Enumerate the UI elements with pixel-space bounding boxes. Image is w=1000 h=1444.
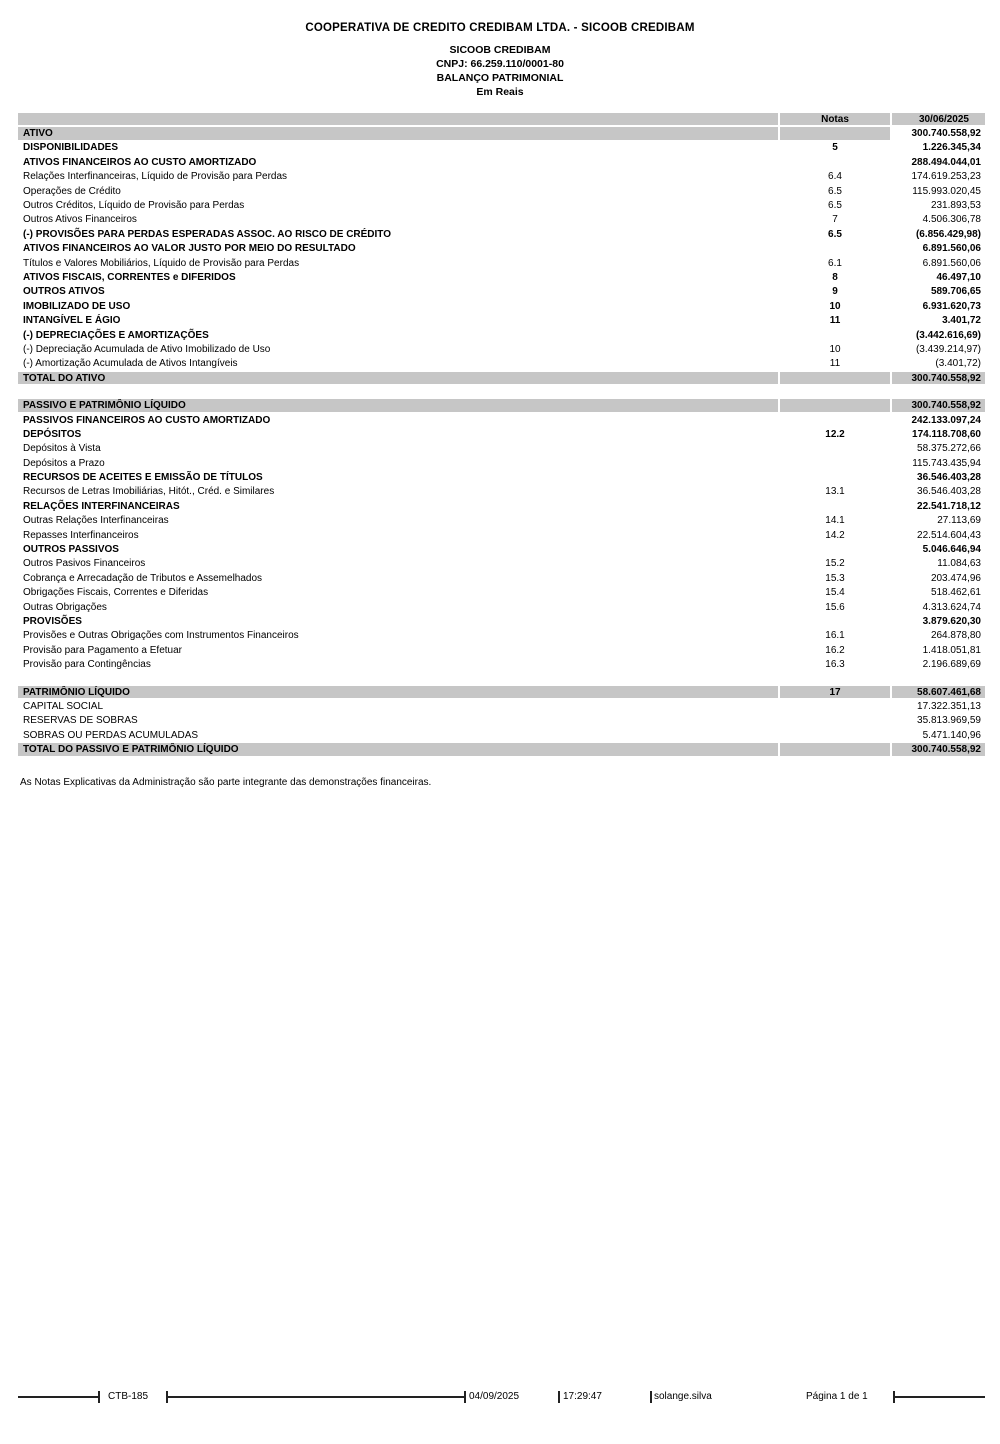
row-note: 15.6 bbox=[825, 601, 845, 613]
row-label: RECURSOS DE ACEITES E EMISSÃO DE TÍTULOS bbox=[23, 472, 263, 484]
table-row bbox=[18, 328, 985, 342]
row-note bbox=[780, 442, 890, 456]
row-label: (-) DEPRECIAÇÕES E AMORTIZAÇÕES bbox=[23, 329, 209, 341]
row-value: (3.439.214,97) bbox=[915, 343, 981, 355]
row-label: Provisão para Pagamento a Efetuar bbox=[23, 644, 182, 656]
row-label: Depósitos a Prazo bbox=[23, 457, 105, 469]
table-row bbox=[18, 184, 985, 198]
table-row bbox=[18, 571, 985, 585]
table-row bbox=[18, 557, 985, 571]
row-note: 17 bbox=[780, 685, 890, 699]
row-note bbox=[780, 470, 890, 484]
table-row bbox=[18, 398, 985, 412]
row-note bbox=[780, 614, 890, 628]
row-value: 5.471.140,96 bbox=[922, 729, 981, 741]
report-title: BALANÇO PATRIMONIAL bbox=[436, 72, 564, 84]
row-label: Repasses Interfinanceiros bbox=[23, 529, 139, 541]
table-row bbox=[18, 357, 985, 371]
table-row bbox=[18, 470, 985, 484]
footer-date: 04/09/2025 bbox=[469, 1391, 520, 1402]
row-note: 14.1 bbox=[825, 515, 845, 527]
row-note: 12.2 bbox=[825, 428, 845, 440]
table-row bbox=[18, 499, 985, 513]
row-value: 4.506.306,78 bbox=[922, 214, 981, 226]
row-value: 300.740.558,92 bbox=[892, 371, 985, 385]
row-value: 174.118.708,60 bbox=[912, 428, 981, 440]
table-row bbox=[18, 170, 985, 184]
row-value: 17.322.351,13 bbox=[917, 700, 981, 712]
footer-tick bbox=[558, 1391, 560, 1403]
row-note: 6.5 bbox=[828, 185, 842, 197]
row-label: ATIVOS FINANCEIROS AO VALOR JUSTO POR MEIO DO RESULTADO bbox=[23, 243, 356, 255]
row-label: OUTROS PASSIVOS bbox=[23, 544, 119, 556]
row-label: (-) PROVISÕES PARA PERDAS ESPERADAS ASSOC. AO RISCO DE CRÉDITO bbox=[23, 228, 392, 240]
row-note: 10 bbox=[829, 300, 841, 312]
row-value: 6.891.560,06 bbox=[922, 243, 981, 255]
table-row bbox=[18, 141, 985, 155]
row-value: (6.856.429,98) bbox=[915, 228, 981, 240]
row-value: 46.497,10 bbox=[936, 271, 981, 283]
table-row bbox=[18, 270, 985, 284]
table-row bbox=[18, 714, 985, 728]
row-value: 22.514.604,43 bbox=[917, 529, 981, 541]
row-label: Outros Pasivos Financeiros bbox=[23, 558, 146, 570]
row-label: OUTROS ATIVOS bbox=[23, 286, 105, 298]
row-note: 15.3 bbox=[825, 572, 845, 584]
row-label: Outras Relações Interfinanceiras bbox=[23, 515, 169, 527]
row-value: 2.196.689,69 bbox=[922, 659, 981, 671]
row-value: 589.706,65 bbox=[930, 286, 981, 298]
row-value: 300.740.558,92 bbox=[892, 742, 985, 756]
row-note bbox=[780, 742, 890, 756]
date-column-header: 30/06/2025 bbox=[892, 112, 985, 126]
row-value: 58.607.461,68 bbox=[892, 685, 985, 699]
row-value: 518.462,61 bbox=[930, 587, 981, 599]
row-label: TOTAL DO ATIVO bbox=[18, 371, 778, 385]
row-note bbox=[780, 371, 890, 385]
row-value: 1.418.051,81 bbox=[922, 644, 981, 656]
row-value: 36.546.403,28 bbox=[917, 472, 981, 484]
row-note: 16.1 bbox=[825, 630, 845, 642]
row-label: INTANGÍVEL E ÁGIO bbox=[23, 315, 121, 327]
row-note: 5 bbox=[832, 142, 838, 154]
row-label: Títulos e Valores Mobiliários, Líquido de Provisão para Perdas bbox=[23, 257, 300, 269]
row-label: Relações Interfinanceiras, Líquido de Provisão para Perdas bbox=[23, 171, 288, 183]
row-label: Provisões e Outras Obrigações com Instrumentos Financeiros bbox=[23, 630, 299, 642]
row-label: PROVISÕES bbox=[23, 615, 82, 627]
row-note bbox=[780, 413, 890, 427]
row-label: RESERVAS DE SOBRAS bbox=[23, 715, 138, 727]
row-label: Recursos de Letras Imobiliárias, Hitót., Créd. e Similares bbox=[23, 486, 275, 498]
footer-time: 17:29:47 bbox=[563, 1391, 602, 1402]
row-note bbox=[780, 699, 890, 713]
row-note: 6.5 bbox=[828, 228, 842, 240]
table-header-row bbox=[18, 112, 985, 126]
page-footer bbox=[0, 1388, 1000, 1406]
table-row bbox=[18, 342, 985, 356]
row-note: 16.3 bbox=[825, 659, 845, 671]
notes-column-header: Notas bbox=[780, 112, 890, 126]
row-value: 3.879.620,30 bbox=[922, 615, 981, 627]
table-row bbox=[18, 313, 985, 327]
row-label: IMOBILIZADO DE USO bbox=[23, 300, 131, 312]
row-label: DISPONIBILIDADES bbox=[23, 142, 119, 154]
footer-tick bbox=[464, 1391, 466, 1403]
row-label: RELAÇÕES INTERFINANCEIRAS bbox=[23, 500, 180, 512]
table-row bbox=[18, 657, 985, 671]
row-value: 6.891.560,06 bbox=[922, 257, 981, 269]
row-label: PASSIVOS FINANCEIROS AO CUSTO AMORTIZADO bbox=[23, 414, 271, 426]
row-value: 231.893,53 bbox=[930, 200, 981, 212]
footer-page-number: Página 1 de 1 bbox=[806, 1391, 868, 1402]
row-note bbox=[780, 155, 890, 169]
row-value: 5.046.646,94 bbox=[922, 544, 981, 556]
row-note bbox=[780, 542, 890, 556]
row-note: 16.2 bbox=[825, 644, 845, 656]
table-row bbox=[18, 514, 985, 528]
row-label: ATIVOS FINANCEIROS AO CUSTO AMORTIZADO bbox=[23, 156, 257, 168]
cnpj-line: CNPJ: 66.259.110/0001-80 bbox=[436, 58, 564, 70]
row-note bbox=[780, 728, 890, 742]
row-value: 203.474,96 bbox=[930, 572, 981, 584]
row-label: PASSIVO E PATRIMÔNIO LÍQUIDO bbox=[18, 398, 778, 412]
table-row bbox=[18, 285, 985, 299]
row-value: 27.113,69 bbox=[937, 515, 981, 527]
row-note bbox=[780, 126, 890, 140]
row-note bbox=[780, 242, 890, 256]
row-value: 6.931.620,73 bbox=[922, 300, 981, 312]
footer-tick bbox=[98, 1391, 100, 1403]
footnote: As Notas Explicativas da Administração são parte integrante das demonstrações financeiras. bbox=[20, 777, 432, 788]
table-row bbox=[18, 413, 985, 427]
row-label: CAPITAL SOCIAL bbox=[23, 700, 104, 712]
table-row bbox=[18, 485, 985, 499]
company-name: COOPERATIVA DE CREDITO CREDIBAM LTDA. - SICOOB CREDIBAM bbox=[305, 22, 695, 34]
entity-name: SICOOB CREDIBAM bbox=[449, 44, 551, 56]
row-value: 11.084,63 bbox=[937, 558, 981, 570]
row-value: 115.743.435,94 bbox=[912, 457, 981, 469]
row-label: Obrigações Fiscais, Correntes e Diferidas bbox=[23, 587, 209, 599]
row-label: (-) Amortização Acumulada de Ativos Intangíveis bbox=[23, 358, 238, 370]
row-value: 300.740.558,92 bbox=[911, 128, 981, 140]
row-value: (3.442.616,69) bbox=[915, 329, 981, 341]
row-note: 11 bbox=[829, 315, 841, 327]
table-row bbox=[18, 442, 985, 456]
row-note bbox=[780, 456, 890, 470]
currency-note: Em Reais bbox=[476, 86, 524, 98]
row-note: 6.1 bbox=[828, 257, 842, 269]
table-row bbox=[18, 643, 985, 657]
footer-user: solange.silva bbox=[654, 1391, 712, 1402]
row-note: 9 bbox=[832, 286, 838, 298]
row-note: 10 bbox=[829, 343, 841, 355]
row-note: 15.2 bbox=[825, 558, 845, 570]
table-body bbox=[18, 126, 985, 756]
table-row bbox=[18, 227, 985, 241]
table-row bbox=[18, 685, 985, 699]
row-note: 8 bbox=[832, 271, 838, 283]
row-note bbox=[780, 398, 890, 412]
row-label: PATRIMÔNIO LÍQUIDO bbox=[18, 685, 778, 699]
table-row bbox=[18, 427, 985, 441]
table-row bbox=[18, 126, 985, 140]
table-row bbox=[18, 371, 985, 385]
row-value: (3.401,72) bbox=[935, 358, 981, 370]
row-label: DEPÓSITOS bbox=[23, 428, 82, 440]
table-row bbox=[18, 629, 985, 643]
row-value: 300.740.558,92 bbox=[892, 398, 985, 412]
row-label: Operações de Crédito bbox=[23, 185, 121, 197]
row-value: 36.546.403,28 bbox=[917, 486, 981, 498]
table-row bbox=[18, 586, 985, 600]
table-row bbox=[18, 256, 985, 270]
table-row bbox=[18, 242, 985, 256]
row-value: 264.878,80 bbox=[930, 630, 981, 642]
row-note: 7 bbox=[832, 214, 838, 226]
row-label: TOTAL DO PASSIVO E PATRIMÔNIO LÍQUIDO bbox=[18, 742, 778, 756]
row-note: 14.2 bbox=[825, 529, 845, 541]
row-label: Provisão para Contingências bbox=[23, 659, 151, 671]
row-label: ATIVO bbox=[18, 126, 778, 140]
row-label: SOBRAS OU PERDAS ACUMULADAS bbox=[23, 729, 199, 741]
row-note: 15.4 bbox=[825, 587, 845, 599]
table-row bbox=[18, 728, 985, 742]
table-row bbox=[18, 528, 985, 542]
table-row bbox=[18, 600, 985, 614]
table-row bbox=[18, 614, 985, 628]
row-note: 13.1 bbox=[825, 486, 845, 498]
footer-rule-segment bbox=[167, 1396, 464, 1398]
row-value: 115.993.020,45 bbox=[912, 185, 981, 197]
balance-table bbox=[18, 112, 985, 757]
row-value: 1.226.345,34 bbox=[922, 142, 981, 154]
table-row bbox=[18, 456, 985, 470]
footer-report-code: CTB-185 bbox=[108, 1391, 149, 1402]
row-value: 35.813.969,59 bbox=[917, 715, 981, 727]
row-note bbox=[780, 328, 890, 342]
row-label: Outras Obrigações bbox=[23, 601, 107, 613]
table-row bbox=[18, 213, 985, 227]
row-label: Outros Créditos, Líquido de Provisão para Perdas bbox=[23, 200, 245, 212]
row-value: 4.313.624,74 bbox=[922, 601, 981, 613]
table-row bbox=[18, 699, 985, 713]
row-value: 288.494.044,01 bbox=[911, 156, 981, 168]
header-label-cell bbox=[18, 112, 778, 126]
row-note: 6.4 bbox=[828, 171, 842, 183]
row-value: 22.541.718,12 bbox=[917, 500, 981, 512]
footer-rule-segment bbox=[894, 1396, 985, 1398]
row-note bbox=[780, 499, 890, 513]
table-row bbox=[18, 299, 985, 313]
row-value: 58.375.272,66 bbox=[917, 443, 981, 455]
report-header bbox=[0, 22, 1000, 99]
table-row bbox=[18, 155, 985, 169]
row-note: 11 bbox=[829, 358, 841, 370]
row-label: Cobrança e Arrecadação de Tributos e Assemelhados bbox=[23, 572, 263, 584]
row-label: Depósitos à Vista bbox=[23, 443, 101, 455]
row-note: 6.5 bbox=[828, 200, 842, 212]
table-row bbox=[18, 542, 985, 556]
table-row bbox=[18, 742, 985, 756]
row-value: 174.619.253,23 bbox=[911, 171, 981, 183]
row-value: 3.401,72 bbox=[942, 315, 981, 327]
row-label: ATIVOS FISCAIS, CORRENTES e DIFERIDOS bbox=[23, 271, 236, 283]
row-note bbox=[780, 714, 890, 728]
footer-tick bbox=[650, 1391, 652, 1403]
row-label: Outros Ativos Financeiros bbox=[23, 214, 137, 226]
row-label: (-) Depreciação Acumulada de Ativo Imobilizado de Uso bbox=[23, 343, 271, 355]
table-row bbox=[18, 198, 985, 212]
row-value: 242.133.097,24 bbox=[911, 414, 981, 426]
footer-rule-segment bbox=[18, 1396, 98, 1398]
